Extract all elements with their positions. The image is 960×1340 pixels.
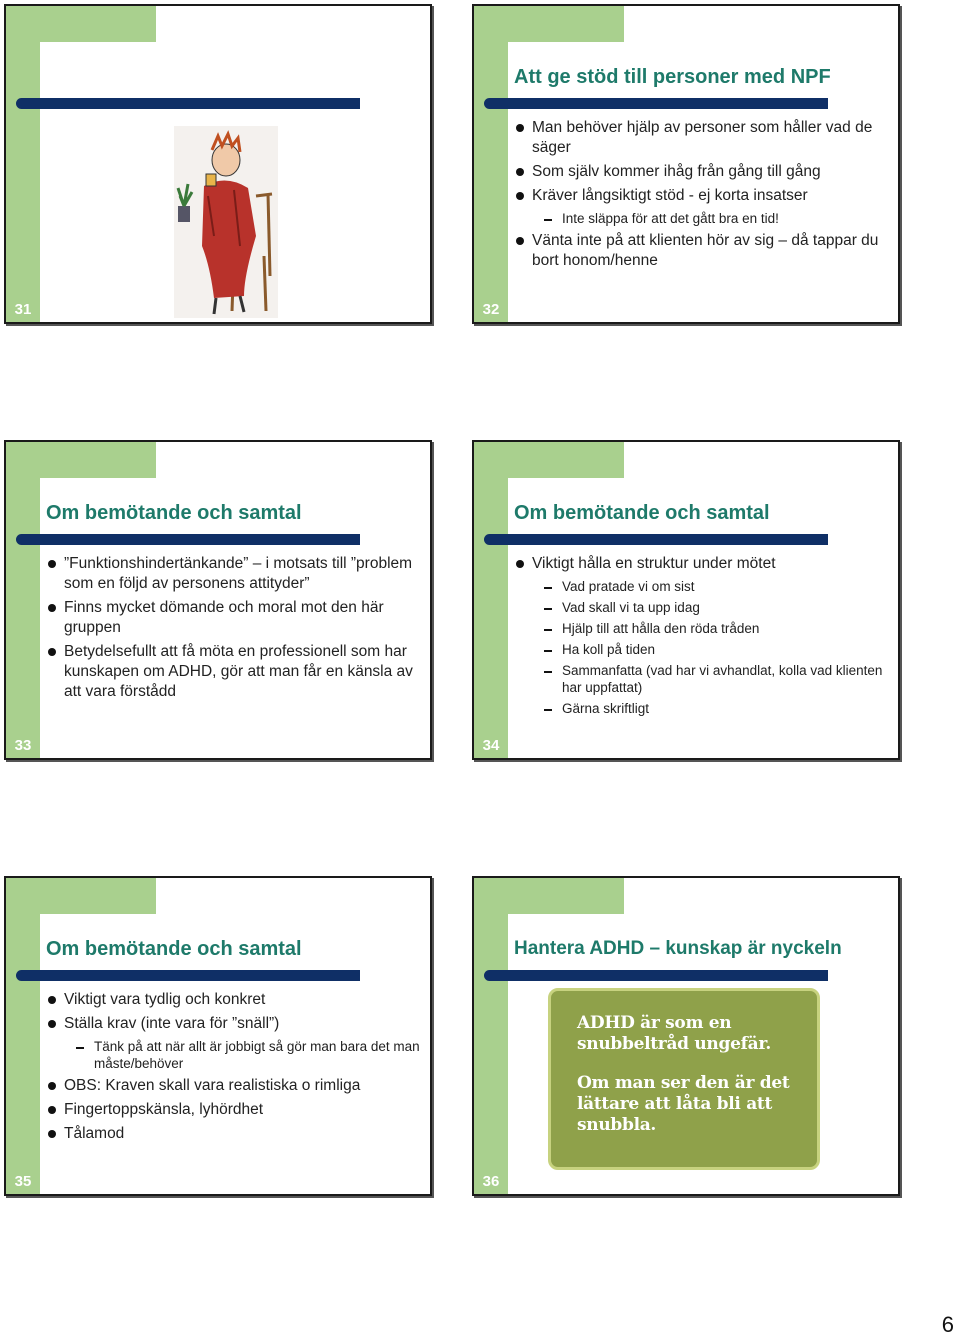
person-drinking-coffee-illustration (174, 126, 278, 318)
slide-accent-stripe (6, 442, 40, 758)
callout-line-1: ADHD är som en snubbeltråd ungefär. (577, 1013, 772, 1054)
slide-33 (4, 440, 432, 760)
bullet-item: Ställa krav (inte vara för ”snäll”) (46, 1014, 420, 1034)
page-number: 6 (941, 1312, 954, 1337)
callout-line-2: Om man ser den är det lättare att låta bli att snubbla. (577, 1073, 790, 1135)
bullet-item: Betydelsefullt att få möta en professionell som har kunskapen om ADHD, gör att man får en känsla av att vara förstådd (46, 642, 420, 702)
bullet-item: Viktigt hålla en struktur under mötet (514, 554, 888, 574)
title-rule (484, 970, 828, 981)
slide-number: 32 (482, 301, 500, 318)
quote-callout (548, 988, 820, 1170)
title-rule (484, 534, 828, 545)
slide-title: Om bemötande och samtal (46, 938, 302, 960)
slide-accent-stripe (474, 878, 508, 1194)
bullet-item: Kräver långsiktigt stöd - ej korta insatser (514, 186, 888, 206)
bullet-item: Viktigt vara tydlig och konkret (46, 990, 420, 1010)
title-rule (484, 98, 828, 109)
slide-number: 34 (482, 737, 500, 754)
slide-accent-tab (508, 442, 624, 478)
title-rule (16, 98, 360, 109)
sub-bullet-item: Tänk på att när allt är jobbigt så gör man bara det man måste/behöver (46, 1038, 420, 1072)
title-rule (16, 534, 360, 545)
slide-number: 36 (482, 1173, 500, 1190)
sub-bullet-item: Vad skall vi ta upp idag (514, 599, 888, 616)
slide-accent-tab (508, 878, 624, 914)
slide-accent-tab (40, 442, 156, 478)
slide-accent-tab (40, 6, 156, 42)
slide-accent-tab (40, 878, 156, 914)
slide-35 (4, 876, 432, 1196)
slide-title: Om bemötande och samtal (514, 502, 770, 524)
slide-36 (472, 876, 900, 1196)
slide-31 (4, 4, 432, 324)
bullet-item: ”Funktionshindertänkande” – i motsats till ”problem som en följd av personens attityder” (46, 554, 420, 594)
slide-32 (472, 4, 900, 324)
slide-number: 35 (14, 1173, 32, 1190)
bullet-item: Finns mycket dömande och moral mot den här gruppen (46, 598, 420, 638)
title-rule (16, 970, 360, 981)
bullet-item: Fingertoppskänsla, lyhördhet (46, 1100, 420, 1120)
sub-bullet-item: Hjälp till att hålla den röda tråden (514, 620, 888, 637)
slide-accent-stripe (6, 878, 40, 1194)
slide-number: 33 (14, 737, 32, 754)
bullet-item: Man behöver hjälp av personer som håller vad de säger (514, 118, 888, 158)
bullet-item: OBS: Kraven skall vara realistiska o rimliga (46, 1076, 420, 1096)
slide-accent-tab (508, 6, 624, 42)
slide-title: Om bemötande och samtal (46, 502, 302, 524)
bullet-item: Som själv kommer ihåg från gång till gång (514, 162, 888, 182)
sub-bullet-item: Sammanfatta (vad har vi avhandlat, kolla vad klienten har uppfattat) (514, 662, 888, 696)
slide-content (46, 554, 420, 706)
sub-bullet-item: Ha koll på tiden (514, 641, 888, 658)
sub-bullet-item: Inte släppa för att det gått bra en tid! (514, 210, 888, 227)
slide-content (46, 990, 420, 1148)
slide-number: 31 (14, 301, 32, 318)
sub-bullet-item: Gärna skriftligt (514, 700, 888, 717)
bullet-item: Tålamod (46, 1124, 420, 1144)
slide-accent-stripe (6, 6, 40, 322)
slide-content (514, 118, 888, 275)
slide-content (514, 554, 888, 721)
slide-accent-stripe (474, 6, 508, 322)
sub-bullet-item: Vad pratade vi om sist (514, 578, 888, 595)
slide-title: Att ge stöd till personer med NPF (514, 66, 831, 88)
slide-34 (472, 440, 900, 760)
bullet-item: Vänta inte på att klienten hör av sig – då tappar du bort honom/henne (514, 231, 888, 271)
slide-title: Hantera ADHD – kunskap är nyckeln (514, 938, 842, 959)
slide-accent-stripe (474, 442, 508, 758)
